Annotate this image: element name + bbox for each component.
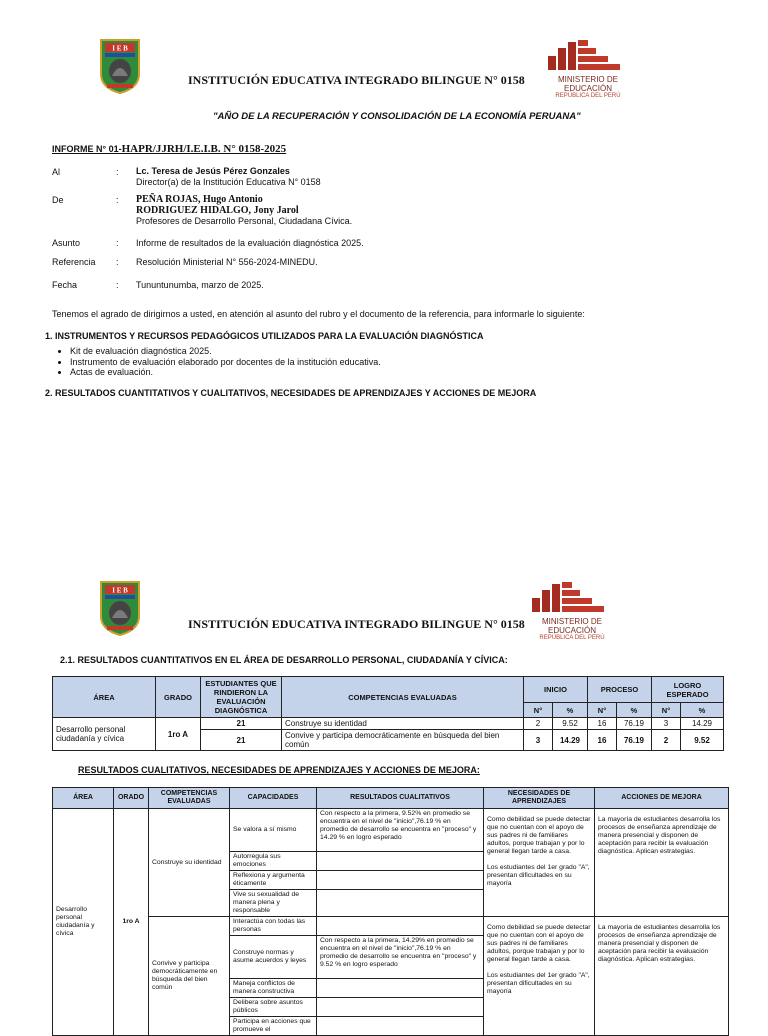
cell-competencia: Convive y participa democráticamente en búsqueda del bien común <box>282 730 524 751</box>
cell-capacidad: Construye normas y asume acuerdos y leyes <box>230 936 317 979</box>
cell-area: Desarrollo personal ciudadanía y cívica <box>53 718 156 751</box>
report-number <box>52 143 286 155</box>
year-motto: "AÑO DE LA RECUPERACIÓN Y CONSOLIDACIÓN DE LA ECONOMÍA PERUANA" <box>213 111 581 122</box>
de-name-2: RODRIGUEZ HIDALGO, Jony Jarol <box>136 205 299 216</box>
cell-capacidad: Se valora a sí mismo <box>230 809 317 852</box>
necesidad-text: Como debilidad se puede detectar que no cuentan con el apoyo de sus padres ni de familiares adultos, porque trabajan y por lo general llegan tarde a casa. <box>487 816 591 855</box>
cell-estudiantes: 21 <box>201 730 282 751</box>
ministry-logo <box>534 38 642 99</box>
cell-resultado-empty <box>317 871 484 890</box>
list-item: • Actas de evaluación. <box>70 367 381 378</box>
intro-paragraph: Tenemos el agrado de dirigirnos a usted, en atención al asunto del rubro y el documento de la referencia, para informarle lo siguiente: <box>52 309 585 319</box>
referencia-value: Resolución Ministerial N° 556-2024-MINEDU. <box>136 257 318 267</box>
col-header-capacidades: CAPACIDADES <box>230 788 317 809</box>
col-header-logro: LOGRO ESPERADO <box>652 677 724 703</box>
cell-grado: 1ro A <box>156 718 201 751</box>
cell-resultado: Con respecto a la primera, 9.52% en promedio se encuentra en el nivel de "inicio",76.19 % en promedio de desarrollo se encuentra en "proceso" y 14.29 % en logro esperado <box>317 809 484 852</box>
cell-proceso-n: 16 <box>588 718 617 730</box>
cell-capacidad: Reflexiona y argumenta éticamente <box>230 871 317 890</box>
accion-text: La mayoría de estudiantes desarrolla los procesos de enseñanza aprendizaje de manera presencial y disponen de aceptación para recibir la evaluación diagnóstica. Aplican estrategias. <box>598 816 721 855</box>
fecha-value: Tununtunumba, marzo de 2025. <box>136 280 264 290</box>
col-header-area: ÁREA <box>53 788 114 809</box>
col-header-necesidades: NECESIDADES DE APRENDIZAJES <box>484 788 595 809</box>
fecha-label: Fecha <box>52 280 78 290</box>
col-header-area: ÁREA <box>53 677 156 718</box>
col-header-estudiantes: ESTUDIANTES QUE RINDIERON LA EVALUACIÓN DIAGNÓSTICA <box>201 677 282 718</box>
cell-resultado-empty <box>317 917 484 936</box>
cell-logro-pct: 9.52 <box>681 730 724 751</box>
cell-capacidad: Delibera sobre asuntos públicos <box>230 998 317 1017</box>
table-row <box>53 809 729 852</box>
col-header-resultados: RESULTADOS CUALITATIVOS <box>317 788 484 809</box>
col-header-pct: % <box>681 703 724 718</box>
ministry-logo <box>518 580 626 641</box>
ministry-country: REPÚBLICA DEL PERÚ <box>539 635 605 641</box>
cell-logro-n: 2 <box>652 730 681 751</box>
school-shield-logo <box>99 38 141 94</box>
col-header-competencias: COMPETENCIAS EVALUADAS <box>282 677 524 718</box>
asunto-value: Informe de resultados de la evaluación diagnóstica 2025. <box>136 238 364 248</box>
cell-inicio-pct: 14.29 <box>553 730 588 751</box>
cell-capacidad: Interactúa con todas las personas <box>230 917 317 936</box>
cell-area: Desarrollo personal ciudadanía y cívica <box>53 809 114 1036</box>
de-name-1: PEÑA ROJAS, Hugo Antonio <box>136 194 263 205</box>
school-shield-logo <box>99 580 141 636</box>
cell-inicio-n: 3 <box>524 730 553 751</box>
cell-resultado-empty <box>317 1017 484 1036</box>
section-2-1-title: 2.1. RESULTADOS CUANTITATIVOS EN EL ÁREA DE DESARROLLO PERSONAL, CIUDADANÍA Y CÍVICA: <box>60 655 508 665</box>
qualitative-title: RESULTADOS CUALITATIVOS, NECESIDADES DE APRENDIZAJES Y ACCIONES DE MEJORA: <box>78 765 480 775</box>
cell-logro-pct: 14.29 <box>681 718 724 730</box>
cell-acciones <box>595 917 729 1036</box>
necesidad-text: Como debilidad se puede detectar que no cuentan con el apoyo de sus padres ni de familiares adultos, porque trabajan y por lo general llegan tarde a casa. <box>487 924 591 963</box>
col-header-acciones: ACCIONES DE MEJORA <box>595 788 729 809</box>
list-item: • Instrumento de evaluación elaborado por docentes de la institución educativa. <box>70 357 381 368</box>
de-block <box>136 194 352 227</box>
report-code: HAPR/JJRH/I.E.I.B. N° 0158-2025 <box>121 143 287 155</box>
cell-inicio-pct: 9.52 <box>553 718 588 730</box>
col-header-proceso: PROCESO <box>588 677 652 703</box>
asunto-label: Asunto <box>52 238 81 248</box>
section-1-title: 1. INSTRUMENTOS Y RECURSOS PEDAGÓGICOS UTILIZADOS PARA LA EVALUACIÓN DIAGNÓSTICA <box>45 331 484 341</box>
al-name: Lc. Teresa de Jesús Pérez Gonzales <box>136 166 290 176</box>
section-1-list <box>52 346 381 378</box>
cell-proceso-pct: 76.19 <box>617 718 652 730</box>
accion-text: La mayoría de estudiantes desarrolla los procesos de enseñanza aprendizaje de manera presencial y disponen de aceptación para recibir la evaluación diagnóstica. Aplican estrategias. <box>598 924 721 963</box>
cell-acciones <box>595 809 729 917</box>
cell-logro-n: 3 <box>652 718 681 730</box>
cell-resultado-empty <box>317 979 484 998</box>
colon: : <box>116 167 119 177</box>
col-header-n: N° <box>524 703 553 718</box>
colon: : <box>116 195 119 205</box>
cell-necesidades <box>484 917 595 1036</box>
cell-capacidad: Autorregula sus emociones <box>230 852 317 871</box>
cell-resultado-empty <box>317 852 484 871</box>
cell-inicio-n: 2 <box>524 718 553 730</box>
cell-competencia: Convive y participa democráticamente en búsqueda del bien común <box>149 917 230 1036</box>
list-item: • Kit de evaluación diagnóstica 2025. <box>70 346 381 357</box>
cell-proceso-n: 16 <box>588 730 617 751</box>
cell-competencia: Construye su identidad <box>282 718 524 730</box>
table-row <box>53 718 724 730</box>
table-row <box>53 917 729 936</box>
cell-capacidad: Participa en acciones que promueve el <box>230 1017 317 1036</box>
ministry-name: MINISTERIO DE EDUCACIÓN <box>541 617 602 635</box>
cell-grado: 1ro A <box>114 809 149 1036</box>
col-header-grado: ORADO <box>114 788 149 809</box>
de-role: Profesores de Desarrollo Personal, Ciudadana Cívica. <box>136 216 353 226</box>
col-header-n: N° <box>652 703 681 718</box>
ministry-name: MINISTERIO DE EDUCACIÓN <box>557 75 618 93</box>
colon: : <box>116 280 119 290</box>
svg-text:I E B: I E B <box>112 44 128 53</box>
colon: : <box>116 238 119 248</box>
svg-text:I E B: I E B <box>112 586 128 595</box>
col-header-n: N° <box>588 703 617 718</box>
al-block <box>136 166 321 188</box>
cell-capacidad: Vive su sexualidad de manera plena y responsable <box>230 890 317 917</box>
cell-capacidad: Maneja conflictos de manera constructiva <box>230 979 317 998</box>
quantitative-results-table <box>52 676 724 751</box>
cell-necesidades <box>484 809 595 917</box>
necesidad-text: Los estudiantes del 1er grado "A", presentan dificultades en su mayoría <box>487 864 590 887</box>
col-header-pct: % <box>553 703 588 718</box>
col-header-grado: GRADO <box>156 677 201 718</box>
de-label: De <box>52 195 64 205</box>
section-2-title: 2. RESULTADOS CUANTITATIVOS Y CUALITATIVOS, NECESIDADES DE APRENDIZAJES Y ACCIONES DE MEJORA <box>45 388 537 398</box>
cell-resultado-empty <box>317 998 484 1017</box>
necesidad-text: Los estudiantes del 1er grado "A", presentan dificultades en su mayoría <box>487 972 590 995</box>
cell-resultado: Con respecto a la primera, 14.29% en promedio se encuentra en el nivel de "inicio",76.19 % en promedio de desarrollo se encuentra en "proceso" y 9.52 % en logro esperado <box>317 936 484 979</box>
al-label: Al <box>52 167 61 177</box>
cell-proceso-pct: 76.19 <box>617 730 652 751</box>
school-title: INSTITUCIÓN EDUCATIVA INTEGRADO BILINGUE N° 0158 <box>188 617 525 631</box>
col-header-inicio: INICIO <box>524 677 588 703</box>
ministry-country: REPÚBLICA DEL PERÚ <box>555 93 621 99</box>
cell-resultado-empty <box>317 890 484 917</box>
al-role: Director(a) de la Institución Educativa N° 0158 <box>136 177 321 187</box>
col-header-competencias: COMPETENCIAS EVALUADAS <box>149 788 230 809</box>
cell-competencia: Construye su identidad <box>149 809 230 917</box>
cell-estudiantes: 21 <box>201 718 282 730</box>
referencia-label: Referencia <box>52 257 96 267</box>
colon: : <box>116 257 119 267</box>
report-prefix: INFORME N° 01- <box>52 144 122 154</box>
school-title: INSTITUCIÓN EDUCATIVA INTEGRADO BILINGUE N° 0158 <box>188 73 525 87</box>
col-header-pct: % <box>617 703 652 718</box>
qualitative-results-table <box>52 787 729 1036</box>
